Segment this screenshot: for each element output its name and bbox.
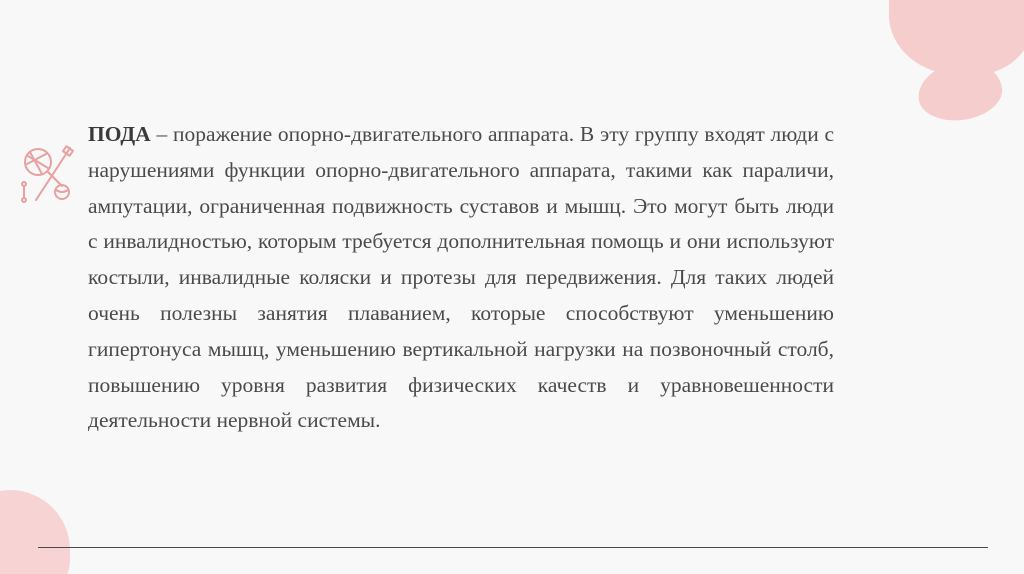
- body-paragraph: [88, 117, 834, 439]
- body-text: – поражение опорно-двигательного аппарата. В эту группу входят люди с нарушениями функции опорно-двигательного аппарата, такими как параличи, ампутации, ограниченная подвижность суставов и мышц. Это могут быть люди с инвалидностью, которым требуется дополнительная помощь и они используют костыли, инвалидные коляски и протезы для передвижения. Для таких людей очень полезны занятия плаванием, которые способствуют уменьшению гипертонуса мышц, уменьшению вертикальной нагрузки на позвоночный столб, повышению уровня развития физических качеств и уравновешенности деятельности нервной системы.: [88, 122, 834, 433]
- term-poda: ПОДА: [88, 122, 151, 146]
- footer-divider: [38, 547, 988, 548]
- sports-equipment-icon: [18, 142, 76, 208]
- decorative-blob-bottom-left: [0, 490, 70, 574]
